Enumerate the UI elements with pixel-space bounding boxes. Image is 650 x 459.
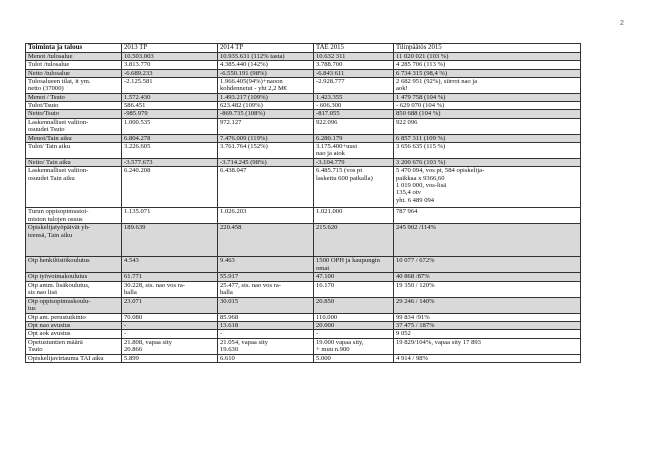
- table-cell: 787 964: [394, 208, 581, 224]
- table-row: [26, 330, 581, 338]
- table-cell: - 629 070 (104 %): [394, 102, 581, 110]
- table-cell: 21.808, vapaa sity 20.866: [122, 338, 218, 354]
- table-body: [26, 53, 581, 363]
- table-cell: 1.966.405(94%)+naoon kohdennetut - yht 2,2 M€: [218, 77, 314, 93]
- table-cell: 3 656 635 (115 %): [394, 143, 581, 159]
- table-cell: 1 479 758 (104 %): [394, 93, 581, 101]
- table-cell: 3.813.770: [122, 61, 218, 69]
- table-cell: -: [122, 321, 218, 329]
- table-cell: 3.761.764 (152%): [218, 143, 314, 159]
- table-cell: -817.055: [314, 110, 394, 118]
- table-cell: 1.493.217 (109%): [218, 93, 314, 101]
- table-cell: Tulot/ Tain aiku: [26, 143, 122, 159]
- table-cell: Opt nao avustus: [26, 321, 122, 329]
- table-row: [26, 224, 581, 257]
- table-cell: Netto/ Tain aiku: [26, 159, 122, 167]
- table-cell: 47.100: [314, 273, 394, 281]
- table-cell: Netto /tulosalue: [26, 69, 122, 77]
- table-cell: 23.071: [122, 297, 218, 313]
- table-row: [26, 159, 581, 167]
- table-row: [26, 102, 581, 110]
- table-cell: 99 834 /91%: [394, 313, 581, 321]
- table-row: [26, 338, 581, 354]
- table-cell: 20.000: [314, 321, 394, 329]
- table-cell: 61.771: [122, 273, 218, 281]
- table-cell: 5 470 094, vos pt, 584 opiskelija- paikkaa x 9366,60 1 019 000, vos-lisä 135,4 otv yht. 6 489 094: [394, 167, 581, 208]
- table-cell: 6 734 315 (98,4 %): [394, 69, 581, 77]
- table-cell: 25.477, sis. nao vos ra- halla: [218, 281, 314, 297]
- table-cell: 6.804.278: [122, 134, 218, 142]
- table-cell: 70.080: [122, 313, 218, 321]
- table-cell: -2.928.777: [314, 77, 394, 93]
- table-cell: Menot /tulosalue: [26, 53, 122, 61]
- table-cell: 29 246 / 140%: [394, 297, 581, 313]
- table-cell: 4 914 / 98%: [394, 354, 581, 362]
- table-cell: 2 682 951 (92%), siirrot nao ja aok!: [394, 77, 581, 93]
- table-cell: 20.850: [314, 297, 394, 313]
- table-cell: 215.620: [314, 224, 394, 257]
- table-cell: 10.632 311: [314, 53, 394, 61]
- table-cell: - 606.300: [314, 102, 394, 110]
- table-cell: 10 077 / 672%: [394, 257, 581, 273]
- table-cell: 1.135.071: [122, 208, 218, 224]
- table-cell: 21.054, vapaa sity 19.630: [218, 338, 314, 354]
- table-cell: Netto/Tsuto: [26, 110, 122, 118]
- table-cell: 1.572.430: [122, 93, 218, 101]
- table-cell: Tulosalueen tilat, it ym. netto (37000): [26, 77, 122, 93]
- table-row: [26, 143, 581, 159]
- table-row: [26, 69, 581, 77]
- table-row: [26, 53, 581, 61]
- table-header-row: [26, 44, 581, 53]
- table-cell: 3.788.700: [314, 61, 394, 69]
- table-cell: Otp työvoimakoulutus: [26, 273, 122, 281]
- table-cell: 19 350 / 120%: [394, 281, 581, 297]
- table-cell: 972.127: [218, 118, 314, 134]
- table-cell: 5.899: [122, 354, 218, 362]
- table-cell: 4 285 706 (113 %): [394, 61, 581, 69]
- table-cell: 4.385.440 (142%): [218, 61, 314, 69]
- table-cell: Opiskelijatyöpäivät yh- teensä, Tain aiku: [26, 224, 122, 257]
- table-cell: 922.096: [314, 118, 394, 134]
- header-cell: 2013 TP: [122, 44, 218, 53]
- table-cell: -: [314, 330, 394, 338]
- table-cell: 220.458: [218, 224, 314, 257]
- table-cell: Laskennalliset valtion- osuudet Tsuto: [26, 118, 122, 134]
- table-cell: Turun oppisopimustoi- miston tulojen osuus: [26, 208, 122, 224]
- table-row: [26, 354, 581, 362]
- table-cell: 37 475 / 187%: [394, 321, 581, 329]
- table-cell: 1.021.000: [314, 208, 394, 224]
- table-cell: Otp oppisopimuskoulu- tus: [26, 297, 122, 313]
- table-cell: 850 688 (104 %): [394, 110, 581, 118]
- table-cell: Otp henkilöstökoulutus: [26, 257, 122, 273]
- table-row: [26, 93, 581, 101]
- table-cell: -985.979: [122, 110, 218, 118]
- table-cell: Laskennalliset valtion- osuudet Tain aiku: [26, 167, 122, 208]
- table-cell: 110.000: [314, 313, 394, 321]
- table-cell: 623.482 (109%): [218, 102, 314, 110]
- table-cell: 3 200 676 (103 %): [394, 159, 581, 167]
- table-row: [26, 321, 581, 329]
- table-cell: 13.618: [218, 321, 314, 329]
- table-cell: -3.104.779: [314, 159, 394, 167]
- table-cell: 245 902 /114%: [394, 224, 581, 257]
- table-row: [26, 297, 581, 313]
- table-cell: 6.485.715 (vos pt laskettu 600 paikalla): [314, 167, 394, 208]
- table-cell: Opt aok avustus: [26, 330, 122, 338]
- table-cell: 6.610: [218, 354, 314, 362]
- table-row: [26, 281, 581, 297]
- table-cell: Opetustuntien määrä Tsuto: [26, 338, 122, 354]
- header-cell: TAE 2015: [314, 44, 394, 53]
- table-row: [26, 110, 581, 118]
- table-cell: 6.280.179: [314, 134, 394, 142]
- table-cell: 19.000 vapaa sity, + muu n.900: [314, 338, 394, 354]
- table-cell: 1.026.203: [218, 208, 314, 224]
- finance-table: [25, 43, 581, 363]
- table-row: [26, 134, 581, 142]
- table-cell: 19 829/104%, vapaa sity 17 893: [394, 338, 581, 354]
- table-cell: 1.423.355: [314, 93, 394, 101]
- table-cell: Menot / Tsuto: [26, 93, 122, 101]
- table-row: [26, 257, 581, 273]
- table-cell: -3.714.245 (98%): [218, 159, 314, 167]
- table-cell: Menot/Tain aiku: [26, 134, 122, 142]
- header-cell: 2014 TP: [218, 44, 314, 53]
- table-cell: Otp am. perustutkinto: [26, 313, 122, 321]
- header-cell: Toiminta ja talous: [26, 44, 122, 53]
- header-cell: Tilinpäätös 2015: [394, 44, 581, 53]
- table-row: [26, 273, 581, 281]
- table-cell: 5.000: [314, 354, 394, 362]
- table-cell: 586.451: [122, 102, 218, 110]
- table-cell: 189.639: [122, 224, 218, 257]
- table-row: [26, 208, 581, 224]
- table-cell: -2.125.581: [122, 77, 218, 93]
- table-cell: 16.170: [314, 281, 394, 297]
- table-cell: Otp amm. lisäkoulutus, sis nao lisä: [26, 281, 122, 297]
- table-row: [26, 313, 581, 321]
- table-cell: 6.438.047: [218, 167, 314, 208]
- table-cell: 6 857 311 (109 %): [394, 134, 581, 142]
- table-cell: 1.000.535: [122, 118, 218, 134]
- table-cell: Tulot/Tsuto: [26, 102, 122, 110]
- table-cell: Tulot /tulosalue: [26, 61, 122, 69]
- table-cell: 3.175.400+uusi nao ja aiok: [314, 143, 394, 159]
- table-cell: 9 052: [394, 330, 581, 338]
- table-cell: 4.543: [122, 257, 218, 273]
- table-cell: 7.476.009 (119%): [218, 134, 314, 142]
- table-cell: 85.968: [218, 313, 314, 321]
- table-cell: 3.226.605: [122, 143, 218, 159]
- table-cell: -6.550.191 (98%): [218, 69, 314, 77]
- table-cell: 922 096: [394, 118, 581, 134]
- table-cell: 10.503.003: [122, 53, 218, 61]
- table-cell: 6.240.208: [122, 167, 218, 208]
- table-cell: -3.577.673: [122, 159, 218, 167]
- table-cell: 9.463: [218, 257, 314, 273]
- table-cell: 30.015: [218, 297, 314, 313]
- table-cell: 30.228, sis. nao vos ra- halla: [122, 281, 218, 297]
- table-row: [26, 61, 581, 69]
- table-cell: -: [122, 330, 218, 338]
- table-cell: Opiskelijavirtauma TAI aiku: [26, 354, 122, 362]
- table-cell: 40 868 /87%: [394, 273, 581, 281]
- table-row: [26, 77, 581, 93]
- page-number: 2: [620, 20, 624, 27]
- table-row: [26, 118, 581, 134]
- table-cell: 10.935.631 (112% tasta): [218, 53, 314, 61]
- table-cell: -: [218, 330, 314, 338]
- table-row: [26, 167, 581, 208]
- table-cell: 11 020 021 (103 %): [394, 53, 581, 61]
- table-cell: -869.735 (108%): [218, 110, 314, 118]
- table-cell: 1500 OPH ja kaupungin omat: [314, 257, 394, 273]
- table-cell: 55.917: [218, 273, 314, 281]
- table-cell: -6.689.233: [122, 69, 218, 77]
- table-cell: -6.843 611: [314, 69, 394, 77]
